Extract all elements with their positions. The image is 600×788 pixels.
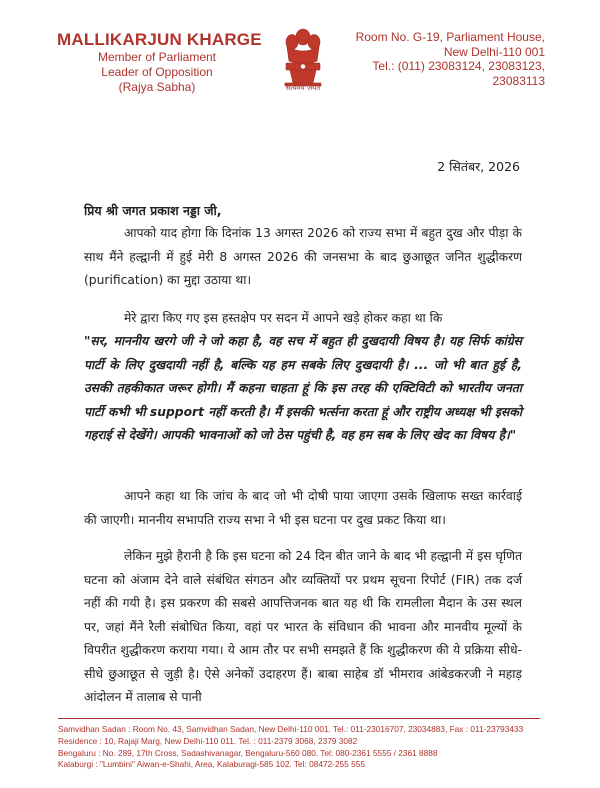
letter-date: 2 सितंबर, 2026: [437, 159, 520, 174]
footer-line-2: Residence : 10, Rajaji Marg, New Delhi-110 011. Tel. : 011-2379 3068, 2379 3082: [58, 735, 358, 746]
sender-title-2: Leader of Opposition: [101, 65, 213, 79]
sender-title-3: (Rajya Sabha): [118, 80, 196, 94]
quoted-statement: "सर, माननीय खरगे जी ने जो कहा है, वह सच में बहुत ही दुखदायी विषय है। यह सिर्फ कांग्रेस पार्टी के लिए दुखदायी नहीं है, बल्कि यह हम सबके लिए दुखदायी है। ... जो भी बात हुई है, उसकी तहकीकात जरूर होगी। मैं कहना चाहता हूं कि इस तरह की एक्टिविटी को भारतीय जनता पार्टी कभी भी support नहीं करती है। मैं इसकी भर्त्सना करता हूं और राष्ट्रीय अध्यक्ष भी इसको गहराई से देखेंगे। आपकी भावनाओं को जो ठेस पहुंची है, वह हम सब के लिए खेद का विषय है।": [84, 334, 522, 442]
sender-name: MALLIKARJUN KHARGE: [57, 30, 262, 49]
address-line-1: Room No. G-19, Parliament House,: [355, 30, 545, 44]
address-line-4: 23083113: [492, 73, 545, 88]
address-line-3: Tel.: (011) 23083124, 23083123,: [372, 59, 545, 73]
footer-divider: [58, 718, 540, 719]
footer-line-4: Kalaburgi : "Lumbini" Aiwan-e-Shahi, Area, Kalaburagi-585 102. Tel: 08472-255 555: [58, 759, 365, 770]
footer-line-1: Samvidhan Sadan : Room No. 43, Samvidhan Sadan, New Delhi-110 001. Tel.: 011-23016707, 23034883, Fax : 011-23793433: [58, 724, 524, 734]
body-paragraph-2-intro: मेरे द्वारा किए गए इस हस्तक्षेप पर सदन में आपने खड़े होकर कहा था कि: [124, 311, 443, 325]
body-paragraph-1: आपको याद होगा कि दिनांक 13 अगस्त 2026 को राज्य सभा में बहुत दुख और पीड़ा के साथ मैंने हल्द्वानी में हुई मेरी 8 अगस्त 2026 की जनसभा के बाद छुआछूत जनित शुद्धीकरण (purification) का मुद्दा उठाया था।: [84, 226, 522, 287]
footer-line-3: Bengaluru : No. 289, 17th Cross, Sadashivanagar, Bengaluru-560 080. Tel: 080-2361 5555 / 2361 8888: [58, 747, 438, 758]
address-line-2: New Delhi-110 001: [443, 44, 545, 59]
body-paragraph-3: आपने कहा था कि जांच के बाद जो भी दोषी पाया जाएगा उसके खिलाफ सख्त कार्रवाई की जाएगी। माननीय सभापति राज्य सभा ने भी इस घटना पर दुख प्रकट किया था।: [84, 489, 522, 527]
emblem-caption: सत्यमेव जयते: [285, 84, 321, 92]
sender-title-1: Member of Parliament: [97, 50, 217, 64]
body-paragraph-2: [84, 307, 522, 331]
office-address: [345, 30, 545, 88]
salutation: प्रिय श्री जगत प्रकाश नड्डा जी,: [84, 203, 222, 218]
footer-addresses: [58, 724, 548, 771]
sender-block: [57, 30, 262, 95]
body-paragraph-4: लेकिन मुझे हैरानी है कि इस घटना को 24 दिन बीत जाने के बाद भी हल्द्वानी में इस घृणित घटना को अंजाम देने वाले संबंधित संगठन और व्यक्तियों पर प्रथम सूचना रिपोर्ट (FIR) तक दर्ज नहीं की गयी है। इस प्रकरण की सबसे आपत्तिजनक बात यह थी कि रामलीला मैदान के उस स्थल पर, जहां मैंने रैली संबोधित किया, वहां पर भारत के संविधान की भावना और मानवीय मूल्यों के विपरीत शुद्धीकरण कराया गया। ये आम तौर पर सभी समझते हैं कि शुद्धीकरण की ये प्रक्रिया सीधे-सीधे छुआछूत से जुड़ी है। ऐसे अनेकों उदाहरण हैं। बाबा साहेब डॉ भीमराव आंबेडकरजी ने महाड़ आंदोलन में तालाब से पानी: [84, 549, 522, 704]
